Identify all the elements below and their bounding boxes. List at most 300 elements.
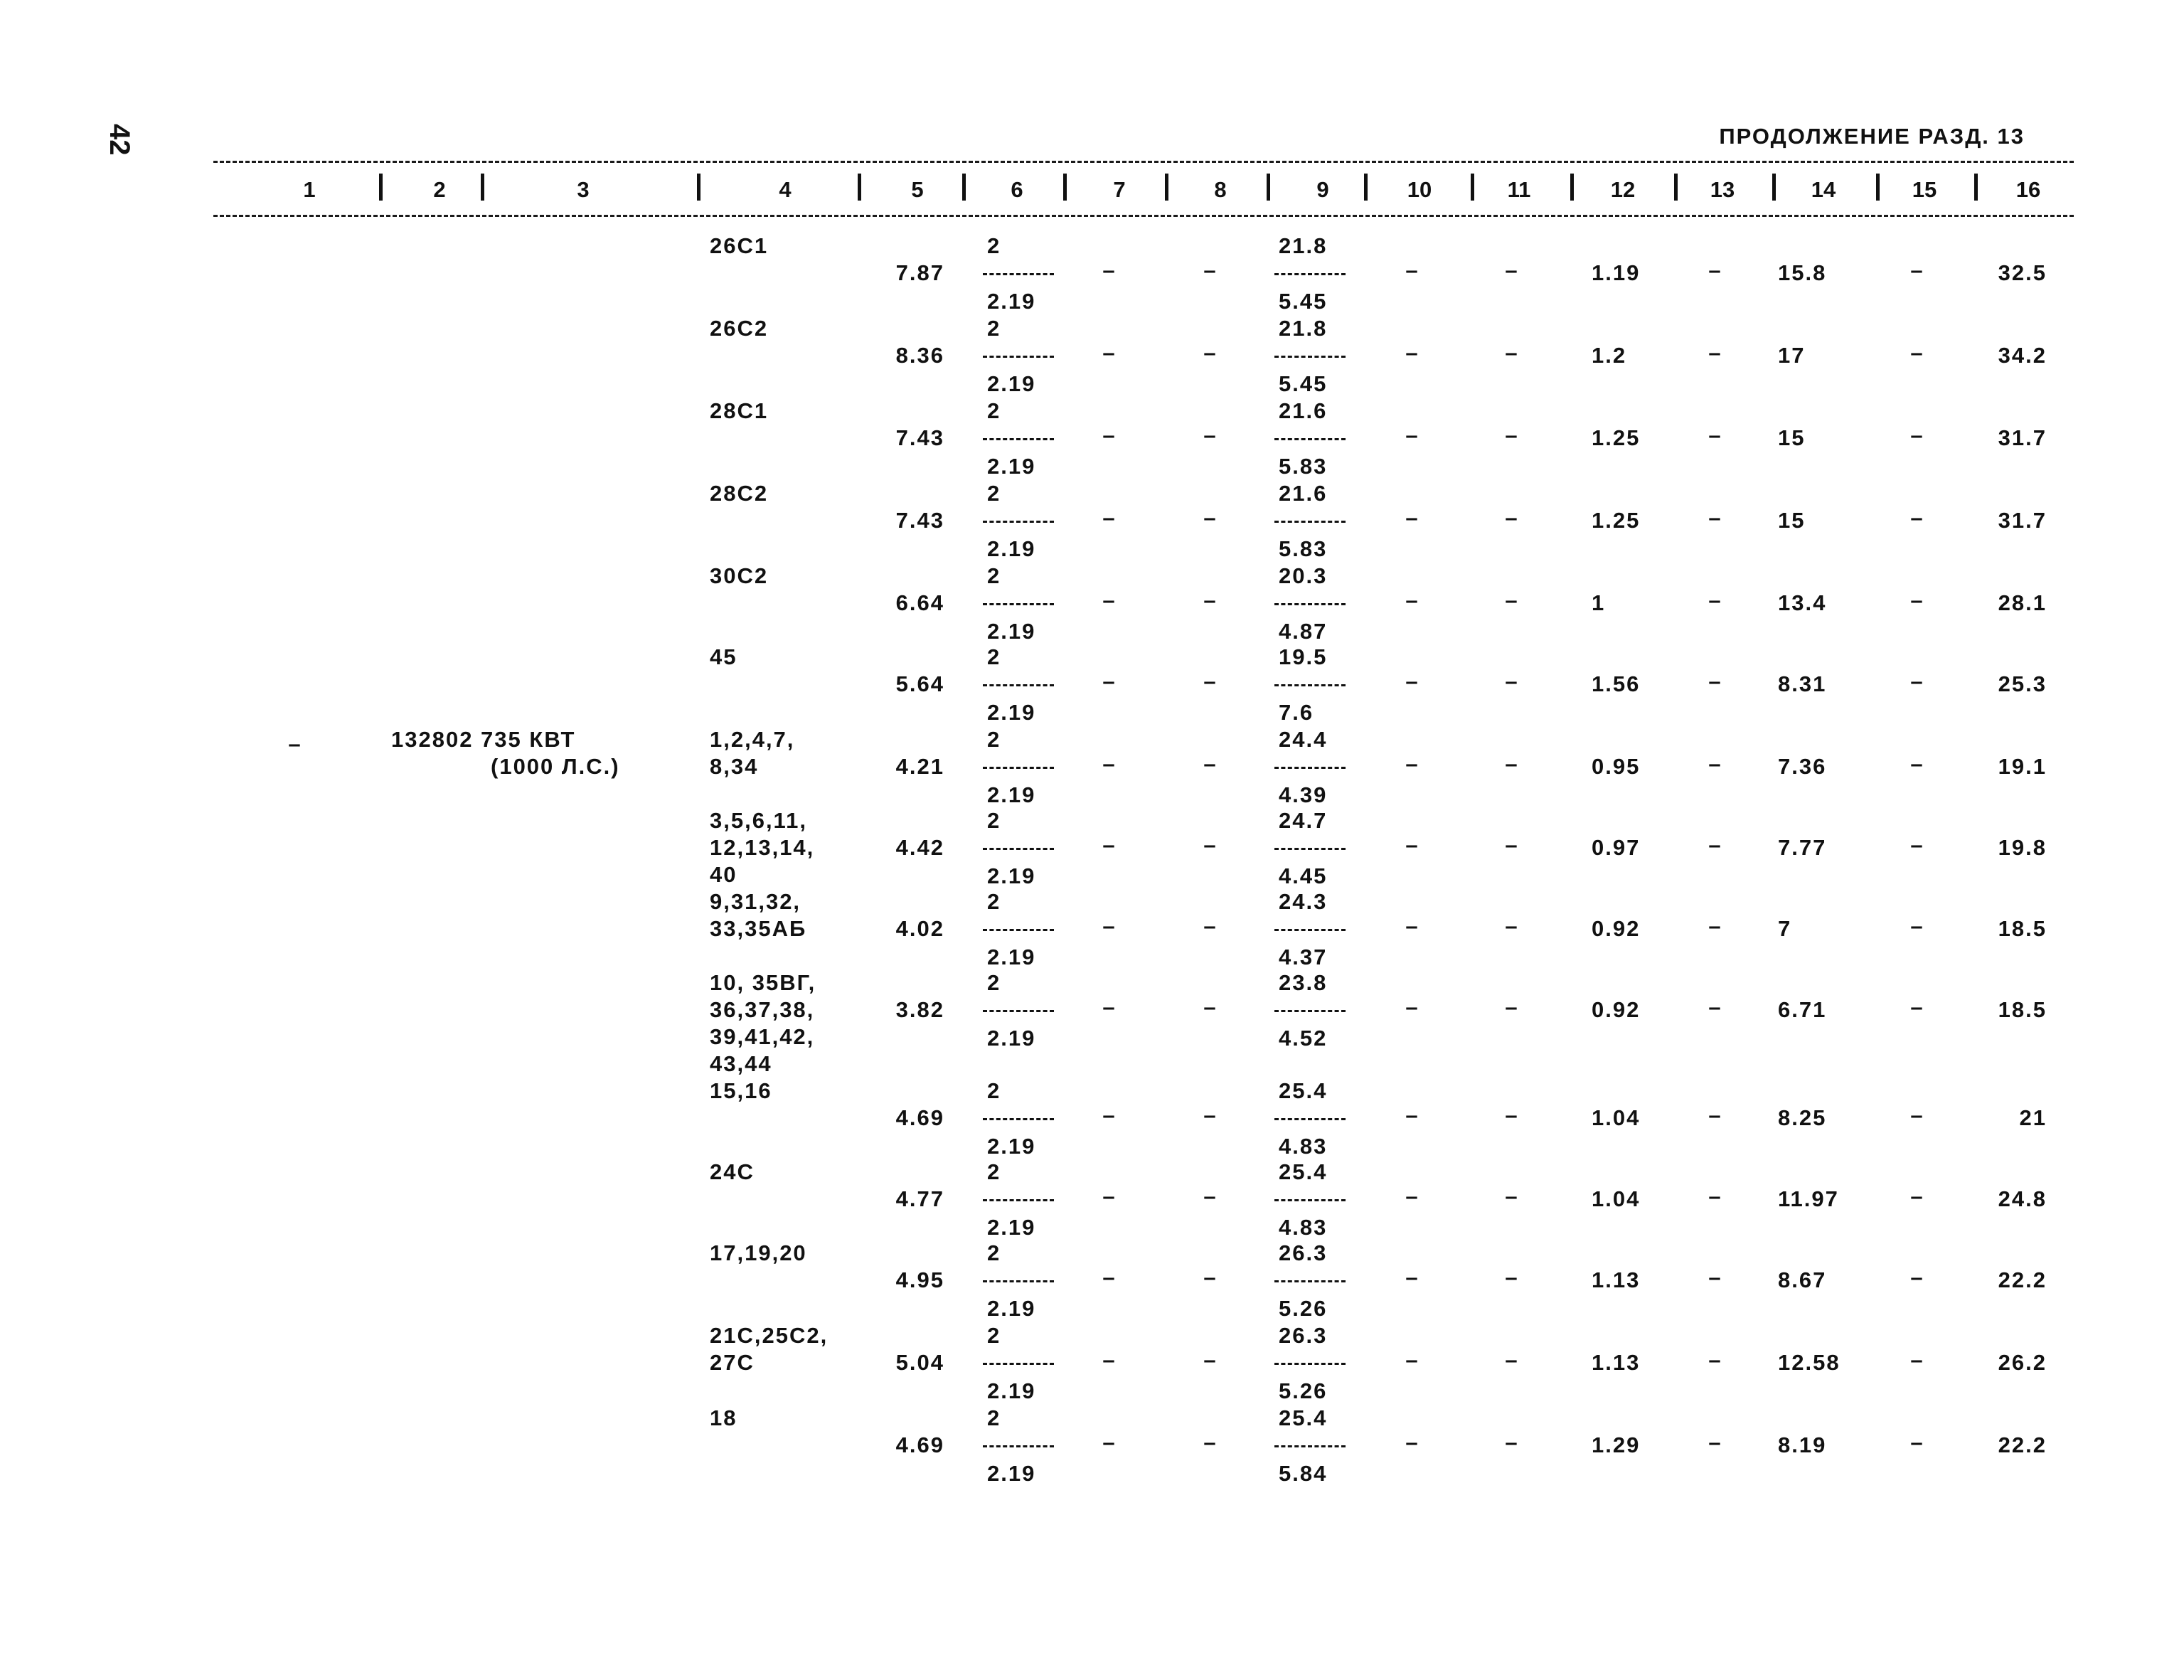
- col4-line: 40: [710, 862, 737, 887]
- col11-dash: –: [1505, 669, 1519, 693]
- col4-line: 43,44: [710, 1051, 772, 1076]
- col15-dash: –: [1910, 832, 1924, 857]
- col12-value: 0.92: [1592, 916, 1641, 941]
- col9-denominator: 5.84: [1279, 1461, 1328, 1486]
- column-separator: [481, 174, 484, 201]
- fraction-bar: [983, 356, 1054, 358]
- col7-dash: –: [1102, 588, 1117, 612]
- column-header-11: 11: [1507, 177, 1531, 202]
- col13-dash: –: [1708, 1265, 1722, 1290]
- col10-dash: –: [1405, 669, 1419, 693]
- col8-dash: –: [1203, 1184, 1218, 1208]
- col9-fraction: [1279, 1161, 1353, 1244]
- col8-dash: –: [1203, 505, 1218, 530]
- col14-value: 13.4: [1778, 590, 1827, 615]
- col9-numerator: 21.6: [1279, 398, 1328, 423]
- fraction-bar: [983, 848, 1054, 850]
- col7-dash: –: [1102, 669, 1117, 693]
- col9-fraction: [1279, 317, 1353, 400]
- col13-dash: –: [1708, 832, 1722, 857]
- column-separator: [962, 174, 966, 201]
- column-header-16: 16: [2015, 177, 2041, 202]
- col8-dash: –: [1203, 1102, 1218, 1127]
- col6-numerator: 2: [987, 644, 1001, 669]
- col8-dash: –: [1203, 1430, 1218, 1455]
- fraction-bar: [1274, 521, 1346, 523]
- col15-dash: –: [1910, 669, 1924, 693]
- col9-numerator: 26.3: [1279, 1323, 1328, 1348]
- col6-fraction: [987, 809, 1062, 893]
- col4-line: 8,34: [710, 754, 759, 779]
- col4-line: 26С2: [710, 316, 769, 341]
- col8-dash: –: [1203, 257, 1218, 282]
- col9-fraction: [1279, 1324, 1353, 1408]
- column-header-8: 8: [1214, 177, 1227, 202]
- col6-fraction: [987, 1242, 1062, 1325]
- column-separator: [858, 174, 861, 201]
- col9-denominator: 4.39: [1279, 782, 1328, 807]
- fraction-bar: [1274, 848, 1346, 850]
- col16-value: 25.3: [1998, 671, 2047, 696]
- col7-dash: –: [1102, 832, 1117, 857]
- col6-numerator: 2: [987, 481, 1001, 506]
- col11-dash: –: [1505, 1184, 1519, 1208]
- col13-dash: –: [1708, 1184, 1722, 1208]
- col15-dash: –: [1910, 422, 1924, 447]
- col9-denominator: 5.45: [1279, 289, 1328, 314]
- col6-denominator: 2.19: [987, 1378, 1036, 1403]
- col6-numerator: 2: [987, 1078, 1001, 1103]
- column-header-10: 10: [1407, 177, 1432, 202]
- col4-line: 21С,25С2,: [710, 1323, 829, 1348]
- col4-line: 24С: [710, 1159, 755, 1184]
- col6-denominator: 2.19: [987, 371, 1036, 396]
- col11-dash: –: [1505, 1347, 1519, 1372]
- col14-value: 12.58: [1778, 1350, 1841, 1375]
- fraction-bar: [1274, 1010, 1346, 1012]
- col7-dash: –: [1102, 994, 1117, 1019]
- column-header-3: 3: [577, 177, 590, 202]
- col13-dash: –: [1708, 669, 1722, 693]
- fraction-bar: [983, 1118, 1054, 1120]
- col8-dash: –: [1203, 669, 1218, 693]
- column-header-6: 6: [1011, 177, 1023, 202]
- col5-value: 8.36: [895, 343, 944, 368]
- col6-numerator: 2: [987, 398, 1001, 423]
- col11-dash: –: [1505, 832, 1519, 857]
- column-header-5: 5: [911, 177, 924, 202]
- col9-numerator: 25.4: [1279, 1405, 1328, 1430]
- col14-value: 8.19: [1778, 1432, 1827, 1457]
- col15-dash: –: [1910, 1102, 1924, 1127]
- fraction-bar: [1274, 1280, 1346, 1282]
- col14-value: 15: [1778, 508, 1806, 533]
- col12-value: 1.04: [1592, 1186, 1641, 1211]
- col12-value: 1.2: [1592, 343, 1627, 368]
- col8-dash: –: [1203, 340, 1218, 365]
- col10-dash: –: [1405, 994, 1419, 1019]
- col12-value: 1.29: [1592, 1432, 1641, 1457]
- col9-denominator: 5.26: [1279, 1296, 1328, 1321]
- col9-fraction: [1279, 565, 1353, 648]
- col9-numerator: 21.8: [1279, 316, 1328, 341]
- col6-fraction: [987, 890, 1062, 974]
- fraction-bar: [1274, 603, 1346, 605]
- col1-value: –: [288, 731, 302, 756]
- col9-numerator: 20.3: [1279, 563, 1328, 588]
- col15-dash: –: [1910, 913, 1924, 938]
- column-separator: [1471, 174, 1474, 201]
- col6-numerator: 2: [987, 1240, 1001, 1265]
- col15-dash: –: [1910, 1184, 1924, 1208]
- col16-value: 28.1: [1998, 590, 2047, 615]
- col10-dash: –: [1405, 505, 1419, 530]
- col16-value: 32.5: [1998, 260, 2047, 285]
- fraction-bar: [1274, 1445, 1346, 1447]
- col7-dash: –: [1102, 257, 1117, 282]
- col9-fraction: [1279, 235, 1353, 318]
- fraction-bar: [983, 684, 1054, 686]
- table-top-rule: [213, 161, 2074, 163]
- col12-value: 1.19: [1592, 260, 1641, 285]
- column-separator: [1674, 174, 1678, 201]
- col9-numerator: 25.4: [1279, 1078, 1328, 1103]
- column-header-14: 14: [1811, 177, 1836, 202]
- col6-denominator: 2.19: [987, 289, 1036, 314]
- col14-value: 15.8: [1778, 260, 1827, 285]
- col4-line: 1,2,4,7,: [710, 727, 795, 752]
- col4-line: 15,16: [710, 1078, 772, 1103]
- col8-dash: –: [1203, 1347, 1218, 1372]
- col7-dash: –: [1102, 913, 1117, 938]
- col6-numerator: 2: [987, 563, 1001, 588]
- col4-line: 9,31,32,: [710, 889, 801, 914]
- column-separator: [379, 174, 383, 201]
- fraction-bar: [983, 273, 1054, 275]
- col15-dash: –: [1910, 1265, 1924, 1290]
- fraction-bar: [1274, 684, 1346, 686]
- col16-value: 19.1: [1998, 754, 2047, 779]
- col10-dash: –: [1405, 751, 1419, 776]
- column-header-4: 4: [779, 177, 792, 202]
- col15-dash: –: [1910, 994, 1924, 1019]
- col12-value: 0.92: [1592, 997, 1641, 1022]
- col5-value: 7.43: [895, 508, 944, 533]
- col6-denominator: 2.19: [987, 536, 1036, 561]
- col16-value: 31.7: [1998, 425, 2047, 450]
- col4-line: 26С1: [710, 233, 769, 258]
- col5-value: 4.69: [895, 1432, 944, 1457]
- col7-dash: –: [1102, 751, 1117, 776]
- fraction-bar: [983, 603, 1054, 605]
- col7-dash: –: [1102, 1184, 1117, 1208]
- col9-numerator: 19.5: [1279, 644, 1328, 669]
- col11-dash: –: [1505, 913, 1519, 938]
- col10-dash: –: [1405, 832, 1419, 857]
- col9-numerator: 21.6: [1279, 481, 1328, 506]
- col5-value: 7.43: [895, 425, 944, 450]
- fraction-bar: [983, 1199, 1054, 1201]
- col14-value: 6.71: [1778, 997, 1827, 1022]
- col13-dash: –: [1708, 588, 1722, 612]
- col12-value: 0.97: [1592, 835, 1641, 860]
- col9-fraction: [1279, 1242, 1353, 1325]
- col5-value: 4.02: [895, 916, 944, 941]
- col14-value: 7.36: [1778, 754, 1827, 779]
- fraction-bar: [983, 438, 1054, 440]
- col14-value: 11.97: [1778, 1186, 1839, 1211]
- col8-dash: –: [1203, 832, 1218, 857]
- col6-fraction: [987, 1407, 1062, 1490]
- col4-line: 45: [710, 644, 737, 669]
- fraction-bar: [983, 1363, 1054, 1365]
- col6-denominator: 2.19: [987, 1134, 1036, 1159]
- col9-numerator: 21.8: [1279, 233, 1328, 258]
- col11-dash: –: [1505, 1430, 1519, 1455]
- col9-fraction: [1279, 728, 1353, 812]
- column-header-2: 2: [433, 177, 446, 202]
- col15-dash: –: [1910, 588, 1924, 612]
- col4-line: 17,19,20: [710, 1240, 807, 1265]
- fraction-bar: [1274, 767, 1346, 769]
- col16-value: 34.2: [1998, 343, 2047, 368]
- col9-fraction: [1279, 482, 1353, 565]
- col10-dash: –: [1405, 422, 1419, 447]
- col4-line: 36,37,38,: [710, 997, 815, 1022]
- col12-value: 1.13: [1592, 1267, 1641, 1292]
- col5-value: 4.42: [895, 835, 944, 860]
- col13-dash: –: [1708, 340, 1722, 365]
- col9-numerator: 23.8: [1279, 970, 1328, 995]
- col10-dash: –: [1405, 1265, 1419, 1290]
- col11-dash: –: [1505, 340, 1519, 365]
- col13-dash: –: [1708, 751, 1722, 776]
- column-separator: [1570, 174, 1574, 201]
- col11-dash: –: [1505, 994, 1519, 1019]
- col15-dash: –: [1910, 751, 1924, 776]
- col9-fraction: [1279, 972, 1353, 1055]
- col9-numerator: 26.3: [1279, 1240, 1328, 1265]
- col12-value: 1: [1592, 590, 1606, 615]
- col6-numerator: 2: [987, 1159, 1001, 1184]
- col8-dash: –: [1203, 1265, 1218, 1290]
- col11-dash: –: [1505, 257, 1519, 282]
- col8-dash: –: [1203, 751, 1218, 776]
- col6-denominator: 2.19: [987, 1215, 1036, 1240]
- column-separator: [697, 174, 701, 201]
- col4-line: 39,41,42,: [710, 1024, 815, 1049]
- col5-value: 3.82: [895, 997, 944, 1022]
- col6-fraction: [987, 1161, 1062, 1244]
- fraction-bar: [1274, 1199, 1346, 1201]
- col16-value: 18.5: [1998, 916, 2047, 941]
- col6-fraction: [987, 1080, 1062, 1163]
- col6-numerator: 2: [987, 1405, 1001, 1430]
- col11-dash: –: [1505, 422, 1519, 447]
- col6-denominator: 2.19: [987, 619, 1036, 644]
- col7-dash: –: [1102, 340, 1117, 365]
- col13-dash: –: [1708, 505, 1722, 530]
- column-separator: [1772, 174, 1776, 201]
- col6-numerator: 2: [987, 233, 1001, 258]
- col10-dash: –: [1405, 257, 1419, 282]
- col5-value: 4.21: [895, 754, 944, 779]
- col10-dash: –: [1405, 1102, 1419, 1127]
- col6-denominator: 2.19: [987, 454, 1036, 479]
- col11-dash: –: [1505, 588, 1519, 612]
- col8-dash: –: [1203, 994, 1218, 1019]
- col13-dash: –: [1708, 1347, 1722, 1372]
- col9-fraction: [1279, 890, 1353, 974]
- col6-denominator: 2.19: [987, 1026, 1036, 1051]
- col12-value: 0.95: [1592, 754, 1641, 779]
- col3-engine-power: 132802 735 КВТ: [391, 727, 576, 752]
- col13-dash: –: [1708, 257, 1722, 282]
- col16-value: 19.8: [1998, 835, 2047, 860]
- col13-dash: –: [1708, 1430, 1722, 1455]
- col9-fraction: [1279, 809, 1353, 893]
- fraction-bar: [983, 521, 1054, 523]
- col8-dash: –: [1203, 588, 1218, 612]
- col4-line: 27С: [710, 1350, 755, 1375]
- col9-denominator: 5.83: [1279, 536, 1328, 561]
- col13-dash: –: [1708, 994, 1722, 1019]
- col14-value: 17: [1778, 343, 1806, 368]
- col6-denominator: 2.19: [987, 782, 1036, 807]
- col9-fraction: [1279, 400, 1353, 483]
- col6-numerator: 2: [987, 316, 1001, 341]
- col16-value: 22.2: [1998, 1267, 2047, 1292]
- col5-value: 6.64: [895, 590, 944, 615]
- column-header-13: 13: [1710, 177, 1735, 202]
- col4-line: 10, 35ВГ,: [710, 970, 816, 995]
- col7-dash: –: [1102, 1102, 1117, 1127]
- fraction-bar: [1274, 438, 1346, 440]
- col6-numerator: 2: [987, 889, 1001, 914]
- col11-dash: –: [1505, 505, 1519, 530]
- col7-dash: –: [1102, 422, 1117, 447]
- fraction-bar: [983, 1445, 1054, 1447]
- col6-denominator: 2.19: [987, 1461, 1036, 1486]
- col4-line: 28С1: [710, 398, 769, 423]
- col7-dash: –: [1102, 1430, 1117, 1455]
- col15-dash: –: [1910, 340, 1924, 365]
- col16-value: 26.2: [1998, 1350, 2047, 1375]
- col4-line: 28С2: [710, 481, 769, 506]
- col11-dash: –: [1505, 1102, 1519, 1127]
- col5-value: 4.77: [895, 1186, 944, 1211]
- col6-denominator: 2.19: [987, 700, 1036, 725]
- col13-dash: –: [1708, 422, 1722, 447]
- col13-dash: –: [1708, 1102, 1722, 1127]
- table-header-rule: [213, 215, 2074, 217]
- col9-numerator: 24.3: [1279, 889, 1328, 914]
- fraction-bar: [1274, 929, 1346, 931]
- col6-denominator: 2.19: [987, 863, 1036, 888]
- col4-line: 18: [710, 1405, 737, 1430]
- col6-denominator: 2.19: [987, 1296, 1036, 1321]
- col10-dash: –: [1405, 588, 1419, 612]
- fraction-bar: [983, 1010, 1054, 1012]
- col13-dash: –: [1708, 913, 1722, 938]
- col16-value: 24.8: [1998, 1186, 2047, 1211]
- col5-value: 4.69: [895, 1105, 944, 1130]
- fraction-bar: [1274, 356, 1346, 358]
- fraction-bar: [1274, 1363, 1346, 1365]
- column-separator: [1364, 174, 1368, 201]
- col5-value: 5.04: [895, 1350, 944, 1375]
- col6-fraction: [987, 728, 1062, 812]
- col6-fraction: [987, 565, 1062, 648]
- col9-fraction: [1279, 1080, 1353, 1163]
- col12-value: 1.04: [1592, 1105, 1641, 1130]
- column-header-15: 15: [1912, 177, 1937, 202]
- column-header-12: 12: [1610, 177, 1636, 202]
- col7-dash: –: [1102, 1265, 1117, 1290]
- column-separator: [1267, 174, 1270, 201]
- col14-value: 8.31: [1778, 671, 1827, 696]
- column-header-1: 1: [303, 177, 316, 202]
- col9-denominator: 5.26: [1279, 1378, 1328, 1403]
- col6-numerator: 2: [987, 727, 1001, 752]
- column-separator: [1876, 174, 1880, 201]
- col16-value: 22.2: [1998, 1432, 2047, 1457]
- fraction-bar: [983, 767, 1054, 769]
- col15-dash: –: [1910, 1347, 1924, 1372]
- col12-value: 1.13: [1592, 1350, 1641, 1375]
- col7-dash: –: [1102, 1347, 1117, 1372]
- col11-dash: –: [1505, 751, 1519, 776]
- col6-fraction: [987, 646, 1062, 729]
- col9-denominator: 4.52: [1279, 1026, 1328, 1051]
- column-header-7: 7: [1113, 177, 1126, 202]
- col9-denominator: 4.37: [1279, 945, 1328, 969]
- col9-denominator: 4.83: [1279, 1134, 1328, 1159]
- col9-denominator: 4.83: [1279, 1215, 1328, 1240]
- col9-numerator: 25.4: [1279, 1159, 1328, 1184]
- col6-numerator: 2: [987, 1323, 1001, 1348]
- col7-dash: –: [1102, 505, 1117, 530]
- col9-denominator: 4.45: [1279, 863, 1328, 888]
- col9-denominator: 7.6: [1279, 700, 1314, 725]
- col9-numerator: 24.4: [1279, 727, 1328, 752]
- col9-denominator: 4.87: [1279, 619, 1328, 644]
- fraction-bar: [1274, 1118, 1346, 1120]
- col6-fraction: [987, 1324, 1062, 1408]
- col4-line: 33,35АБ: [710, 916, 807, 941]
- col6-fraction: [987, 972, 1062, 1055]
- col10-dash: –: [1405, 1184, 1419, 1208]
- col6-numerator: 2: [987, 970, 1001, 995]
- fraction-bar: [983, 1280, 1054, 1282]
- col6-fraction: [987, 400, 1062, 483]
- col14-value: 15: [1778, 425, 1806, 450]
- col9-denominator: 5.45: [1279, 371, 1328, 396]
- fraction-bar: [983, 929, 1054, 931]
- col16-value: 21: [2019, 1105, 2047, 1130]
- col9-fraction: [1279, 646, 1353, 729]
- col15-dash: –: [1910, 1430, 1924, 1455]
- fraction-bar: [1274, 273, 1346, 275]
- col15-dash: –: [1910, 505, 1924, 530]
- column-separator: [1974, 174, 1978, 201]
- column-separator: [1063, 174, 1067, 201]
- col9-fraction: [1279, 1407, 1353, 1490]
- section-heading: ПРОДОЛЖЕНИЕ РАЗД. 13: [1719, 124, 2025, 149]
- col16-value: 18.5: [1998, 997, 2047, 1022]
- col11-dash: –: [1505, 1265, 1519, 1290]
- col6-fraction: [987, 482, 1062, 565]
